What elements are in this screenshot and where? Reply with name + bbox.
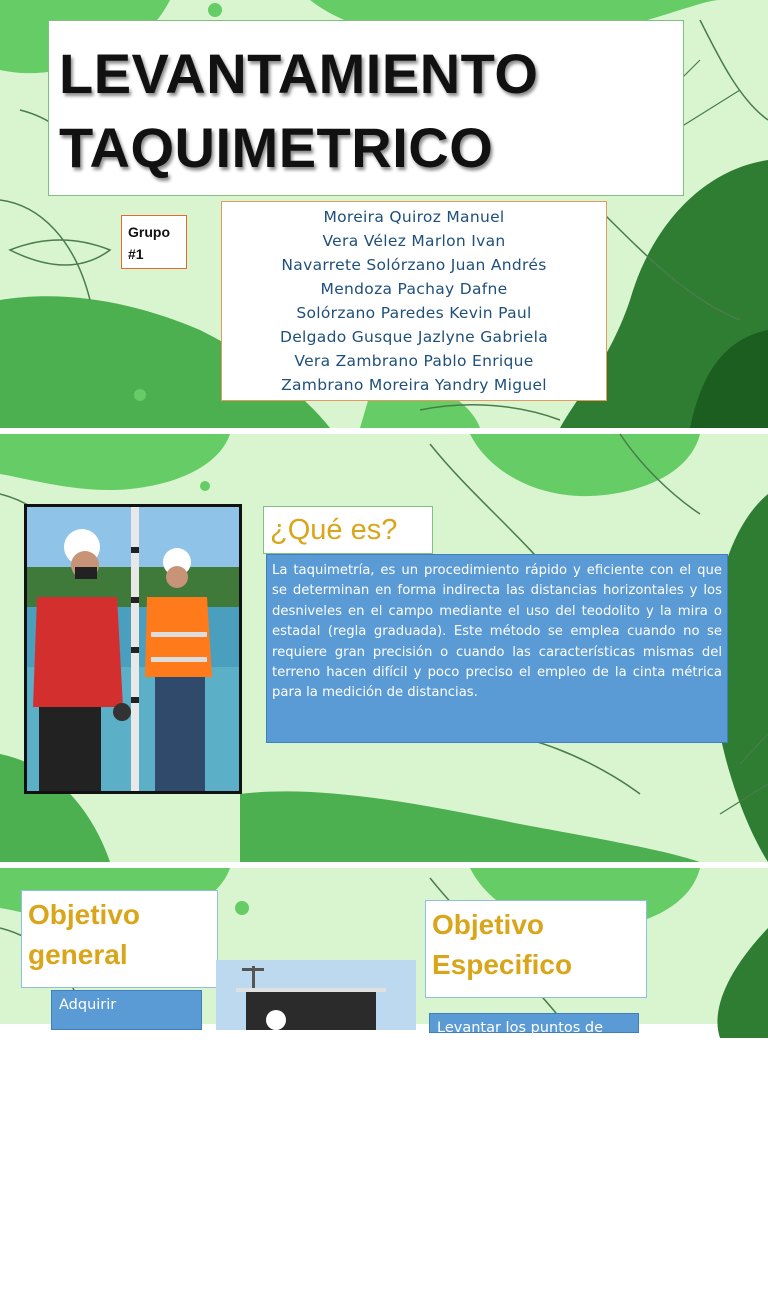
objetivo-especifico-text: Levantar los puntos de — [437, 1020, 604, 1036]
group-label-box — [121, 215, 187, 269]
field-photo — [24, 504, 242, 794]
objetivo-especifico-heading-1: Objetivo — [432, 909, 545, 940]
title-line-2: TAQUIMETRICO — [59, 116, 494, 179]
objetivo-general-heading-box — [21, 890, 218, 988]
slide-objetivos — [0, 868, 768, 1036]
objetivo-especifico-text-box — [429, 1013, 639, 1036]
title-box — [48, 20, 684, 196]
group-label: Grupo — [128, 224, 170, 240]
member-name: Zambrano Moreira Yandry Miguel — [281, 376, 547, 394]
objetivo-general-heading-1: Objetivo — [28, 899, 141, 930]
member-name: Mendoza Pachay Dafne — [320, 280, 508, 298]
field-photo-2 — [216, 960, 416, 1030]
slide-que-es — [0, 434, 768, 862]
que-es-heading-box — [263, 506, 433, 554]
group-number: #1 — [128, 246, 144, 262]
members-list — [221, 201, 607, 401]
slide-title — [0, 0, 768, 428]
que-es-heading: ¿Qué es? — [270, 514, 398, 546]
surveyors-illustration — [27, 507, 239, 791]
objetivo-general-text-box — [51, 990, 202, 1030]
member-name: Navarrete Solórzano Juan Andrés — [281, 256, 547, 274]
member-name: Vera Zambrano Pablo Enrique — [294, 352, 534, 370]
member-name: Solórzano Paredes Kevin Paul — [296, 304, 532, 322]
building-illustration — [216, 960, 416, 1030]
member-name: Moreira Quiroz Manuel — [323, 208, 505, 226]
definition-box — [266, 554, 728, 743]
objetivo-general-text: Adquirir — [59, 997, 117, 1013]
member-name: Delgado Gusque Jazlyne Gabriela — [279, 328, 549, 346]
objetivo-especifico-heading-2: Especifico — [432, 949, 573, 980]
objetivo-general-heading-2: general — [28, 939, 128, 970]
objetivo-especifico-heading-box — [425, 900, 647, 998]
title-line-1: LEVANTAMIENTO — [59, 42, 539, 105]
member-name: Vera Vélez Marlon Ivan — [322, 232, 506, 250]
definition-text: La taquimetría, es un procedimiento rápido y eficiente con el que se determinan en forma indirecta las distancias horizontales y los desniveles en el campo mediante el uso del teodolito y la mira o estadal (regla graduada). Este método se emplea cuando no se requiere gran precisión o cuando las características mismas del terreno hacen difícil y poco preciso el empleo de la cinta métrica para la medición de distancias. — [272, 563, 722, 701]
